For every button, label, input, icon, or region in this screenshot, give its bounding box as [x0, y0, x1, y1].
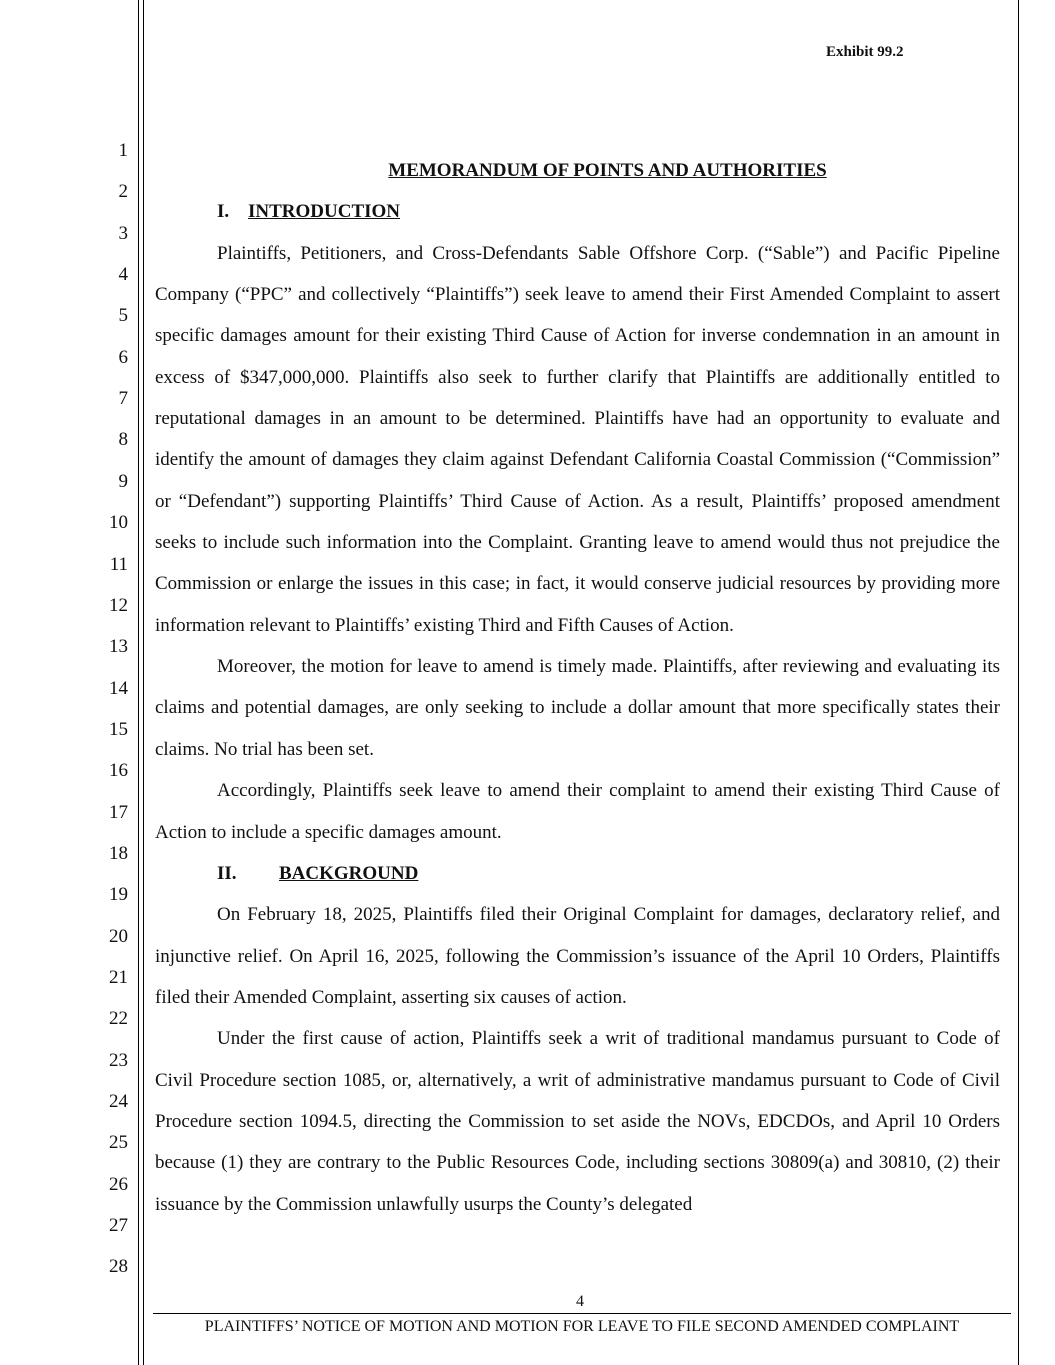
paragraph-first-cause: Under the first cause of action, Plaintiffs seek a writ of traditional mandamus pursuant to Code of Civil Procedure section 1085, or, alternatively, a writ of administrative mandamus pursuant to Code of Civil Procedure section 1094.5, directing the Commission to set aside the NOVs, EDCDOs, and April 10 Orders because (1) they are contrary to the Public Resources Code, including sections 30809(a) and 30810, (2) their issuance by the Commission unlawfully usurps the County’s delegated	[155, 1028, 1000, 1215]
paragraph-timeliness: Moreover, the motion for leave to amend is timely made. Plaintiffs, after reviewing and evaluating its claims and potential damages, are only seeking to include a dollar amount that more specifically states their claims. No trial has been set.	[155, 656, 1000, 760]
footer-caption: PLAINTIFFS’ NOTICE OF MOTION AND MOTION FOR LEAVE TO FILE SECOND AMENDED COMPLAINT	[204, 1318, 960, 1335]
section-title: INTRODUCTION	[248, 201, 401, 223]
line-number: 20	[109, 925, 128, 947]
line-number: 7	[118, 388, 128, 410]
line-number: 2	[118, 181, 128, 203]
line-number: 6	[118, 346, 128, 368]
right-margin-rule	[1018, 0, 1019, 1365]
paragraph-procedural-history: On February 18, 2025, Plaintiffs filed their Original Complaint for damages, declaratory relief, and injunctive relief. On April 16, 2025, following the Commission’s issuance of the April 10 Orders, Plaintiffs filed their Amended Complaint, asserting six causes of action.	[155, 904, 1000, 1008]
line-number: 17	[109, 801, 128, 823]
exhibit-label: Exhibit 99.2	[826, 44, 904, 60]
line-number: 19	[109, 884, 128, 906]
line-number: 10	[109, 512, 128, 534]
line-number: 13	[109, 636, 128, 658]
line-number: 3	[118, 222, 128, 244]
section-title: BACKGROUND	[279, 862, 419, 884]
section-heading-introduction	[155, 191, 1000, 232]
section-heading-background	[155, 853, 1000, 894]
page-number: 4	[576, 1293, 584, 1310]
line-number: 15	[109, 718, 128, 740]
line-number: 4	[118, 264, 128, 286]
line-number: 23	[109, 1049, 128, 1071]
paragraph-introduction: Plaintiffs, Petitioners, and Cross-Defendants Sable Offshore Corp. (“Sable”) and Pacific Pipeline Company (“PPC” and collectively “Plaintiffs”) seek leave to amend their First Amended Complaint to assert specific damages amount for their existing Third Cause of Action for inverse condemnation in an amount in excess of $347,000,000. Plaintiffs also seek to further clarify that Plaintiffs are additionally entitled to reputational damages in an amount to be determined. Plaintiffs have had an opportunity to evaluate and identify the amount of damages they claim against Defendant California Coastal Commission (“Commission” or “Defendant”) supporting Plaintiffs’ Third Cause of Action. As a result, Plaintiffs’ proposed amendment seeks to include such information into the Complaint. Granting leave to amend would thus not prejudice the Commission or enlarge the issues in this case; in fact, it would conserve judicial resources by providing more information relevant to Plaintiffs’ existing Third and Fifth Causes of Action.	[155, 242, 1000, 636]
line-number: 5	[118, 305, 128, 327]
line-number: 11	[109, 553, 128, 575]
section-number: I.	[217, 201, 230, 223]
left-margin-rule-outer	[138, 0, 139, 1365]
line-number: 22	[109, 1008, 128, 1030]
line-number: 27	[109, 1215, 128, 1237]
line-number: 25	[109, 1132, 128, 1154]
section-number: II.	[217, 862, 237, 884]
line-number: 21	[109, 967, 128, 988]
footer-rule	[153, 1313, 1011, 1314]
line-number: 9	[118, 470, 128, 492]
line-number: 1	[118, 140, 128, 161]
line-number: 28	[109, 1256, 128, 1278]
line-number: 16	[109, 760, 128, 782]
line-number: 24	[109, 1091, 128, 1113]
document-body	[155, 150, 1000, 1225]
paragraph-conclusion: Accordingly, Plaintiffs seek leave to amend their complaint to amend their existing Third Cause of Action to include a specific damages amount.	[155, 780, 1000, 843]
memorandum-title: MEMORANDUM OF POINTS AND AUTHORITIES	[388, 160, 827, 181]
left-margin-rule-inner	[143, 0, 144, 1365]
line-number: 26	[109, 1173, 128, 1195]
line-number: 18	[109, 842, 128, 864]
line-number: 14	[109, 677, 128, 699]
line-number: 8	[118, 429, 128, 451]
line-number: 12	[109, 594, 128, 616]
